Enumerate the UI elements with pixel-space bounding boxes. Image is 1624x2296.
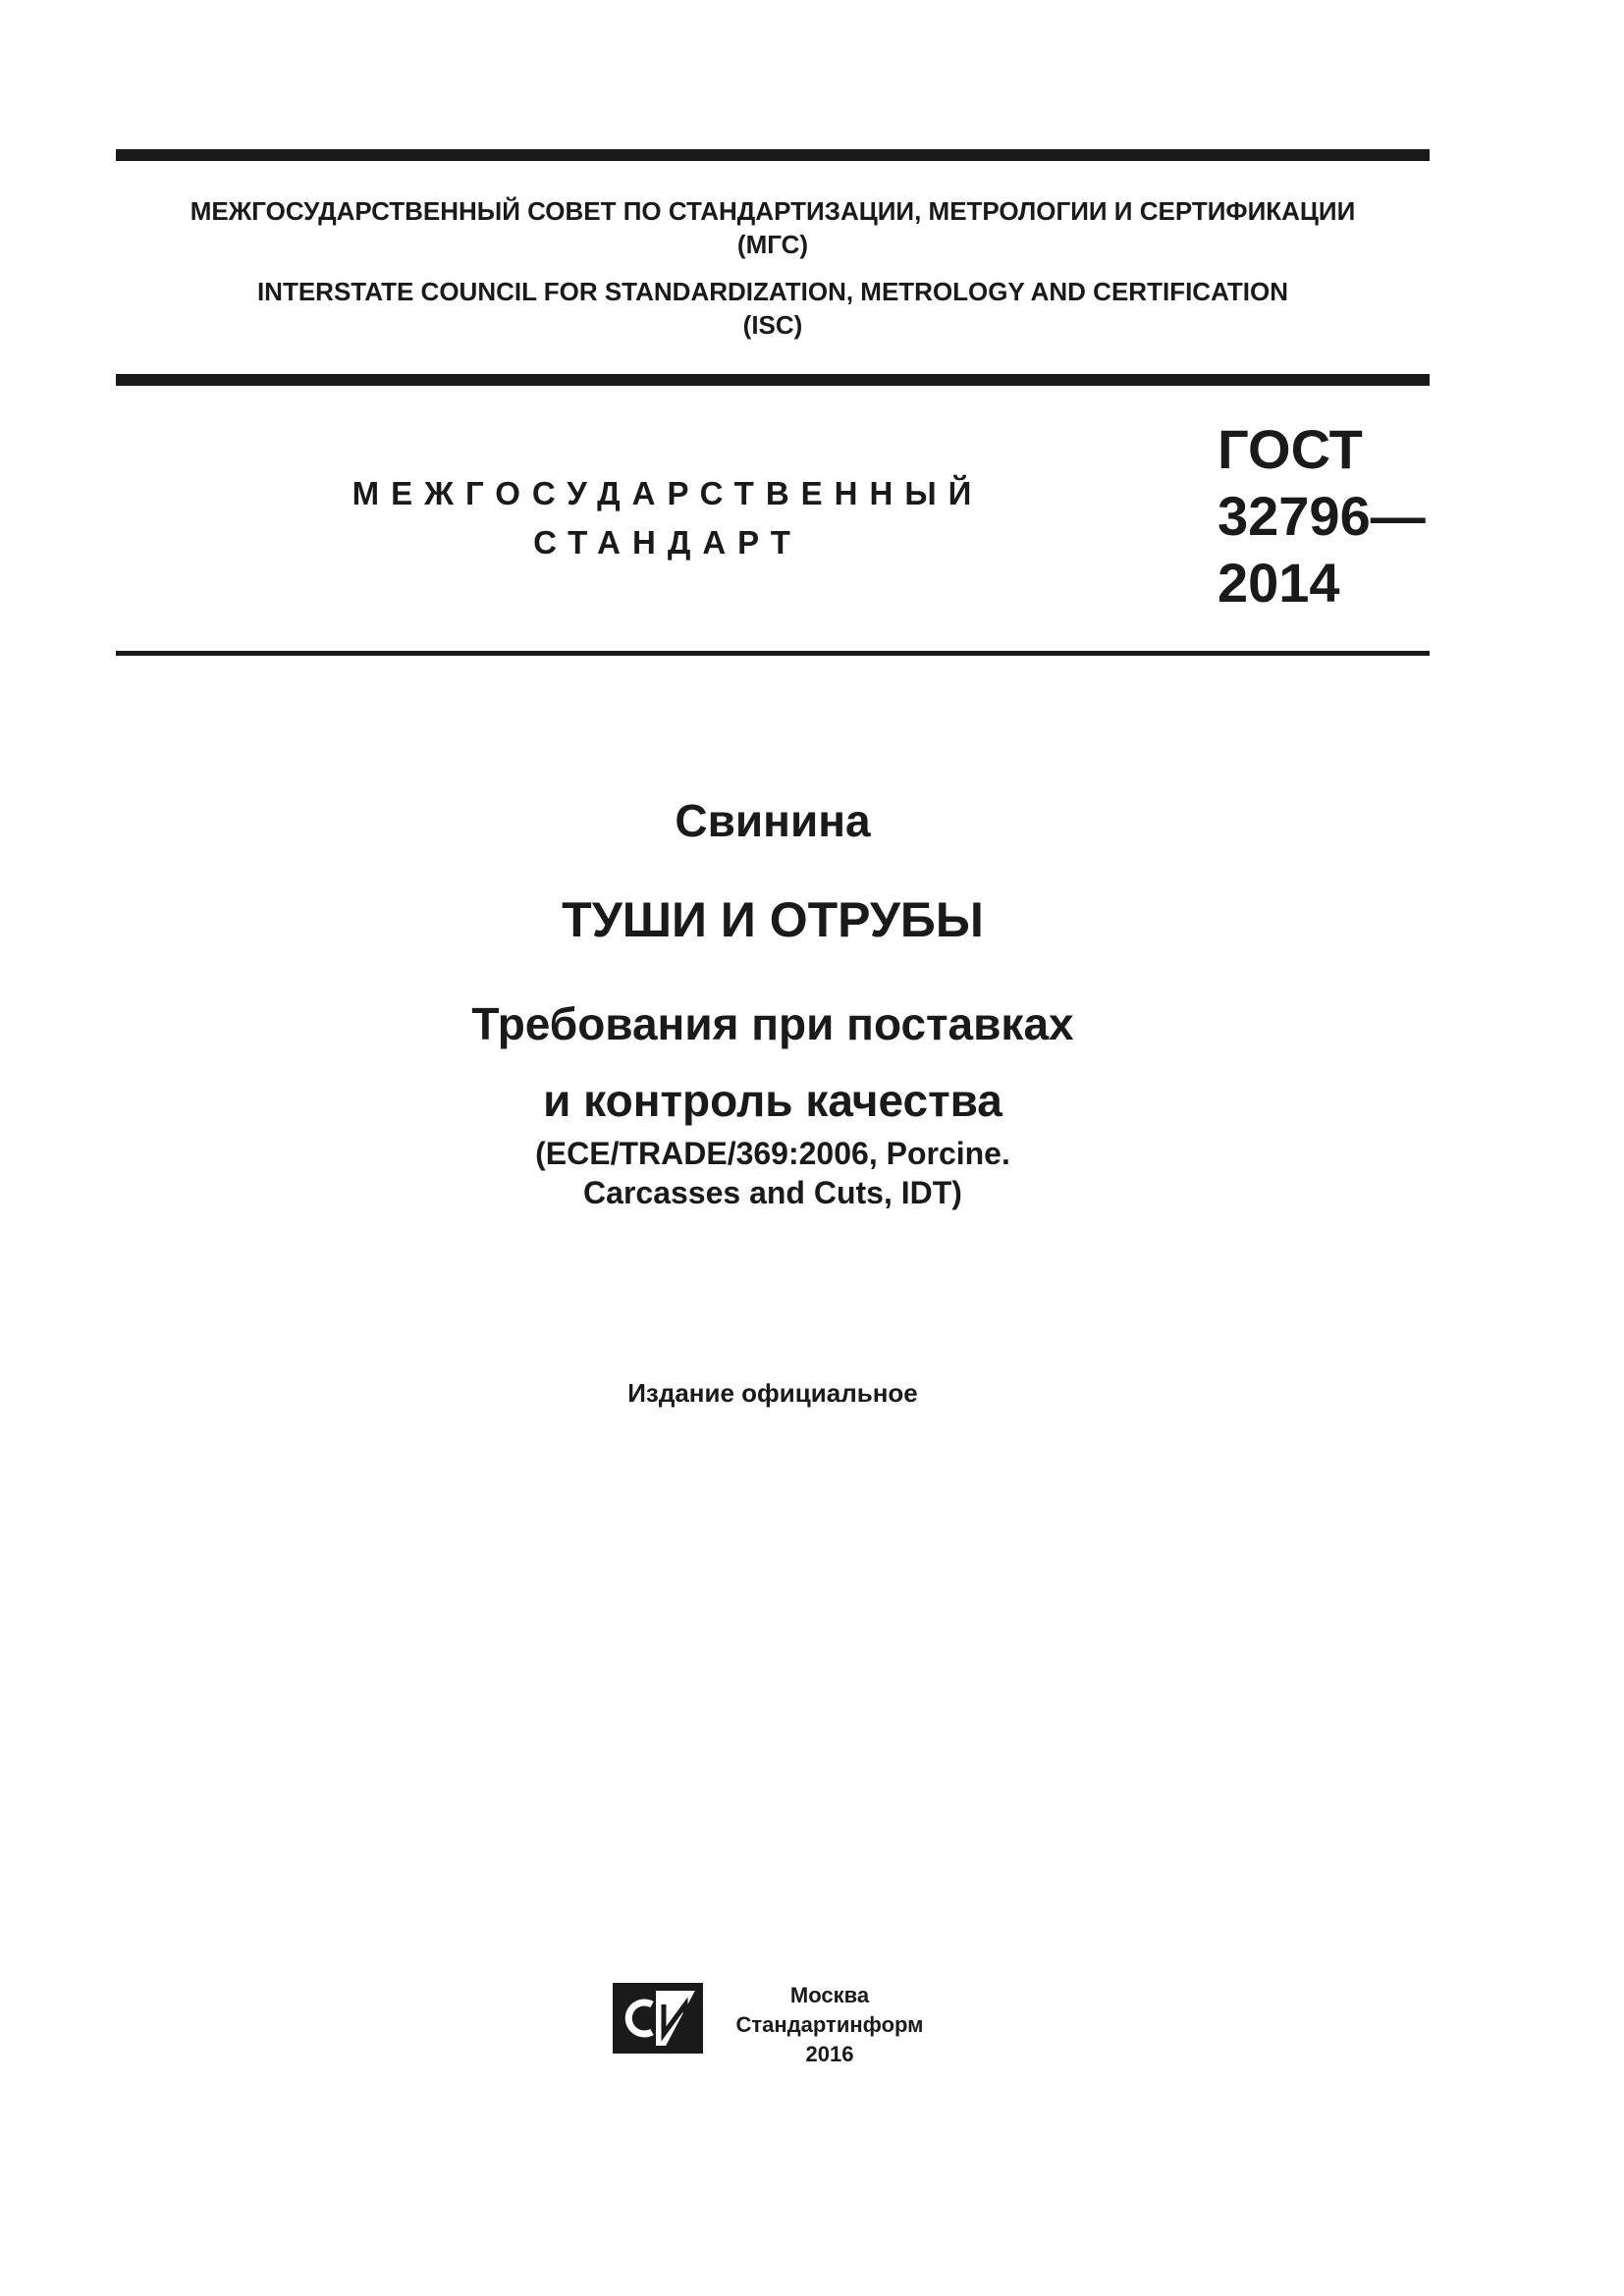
standard-type-label (324, 469, 1011, 567)
source-reference (116, 1134, 1430, 1212)
publisher-city: Москва (789, 1983, 870, 2007)
bottom-rule (116, 651, 1430, 656)
subtitle (116, 986, 1430, 1139)
source-reference-line2: Carcasses and Cuts, IDT) (583, 1175, 962, 1210)
middle-rule (116, 374, 1430, 386)
council-name-en: INTERSTATE COUNCIL FOR STANDARDIZATION, METROLOGY AND CERTIFICATION (256, 277, 1289, 306)
main-title: ТУШИ И ОТРУБЫ (562, 892, 984, 947)
council-header (116, 194, 1430, 342)
council-abbr-en: (ISC) (742, 310, 803, 340)
publisher-name: Стандартинформ (735, 2012, 924, 2037)
council-name-ru: МЕЖГОСУДАРСТВЕННЫЙ СОВЕТ ПО СТАНДАРТИЗАЦИИ, МЕТРОЛОГИИ И СЕРТИФИКАЦИИ (189, 196, 1356, 226)
standard-label-line1: МЕЖГОСУДАРСТВЕННЫЙ (352, 475, 984, 511)
council-abbr-ru: (МГС) (736, 230, 809, 259)
gost-number-line1: ГОСТ (1218, 418, 1363, 480)
publisher-year: 2016 (805, 2042, 854, 2066)
subtitle-line2: и контроль качества (543, 1075, 1002, 1126)
edition-note: Издание официальное (627, 1378, 918, 1408)
product-title: Свинина (675, 795, 871, 846)
subtitle-line1: Требования при поставках (471, 998, 1074, 1049)
standartinform-logo-icon (613, 1983, 703, 2054)
gost-number (1218, 416, 1426, 616)
source-reference-line1: (ECE/TRADE/369:2006, Porcine. (535, 1136, 1010, 1171)
gost-number-line2: 32796— (1218, 485, 1426, 547)
top-rule (116, 149, 1430, 161)
publisher-block (717, 1981, 943, 2069)
standard-label-line2: СТАНДАРТ (533, 524, 802, 561)
gost-number-line3: 2014 (1218, 552, 1340, 614)
